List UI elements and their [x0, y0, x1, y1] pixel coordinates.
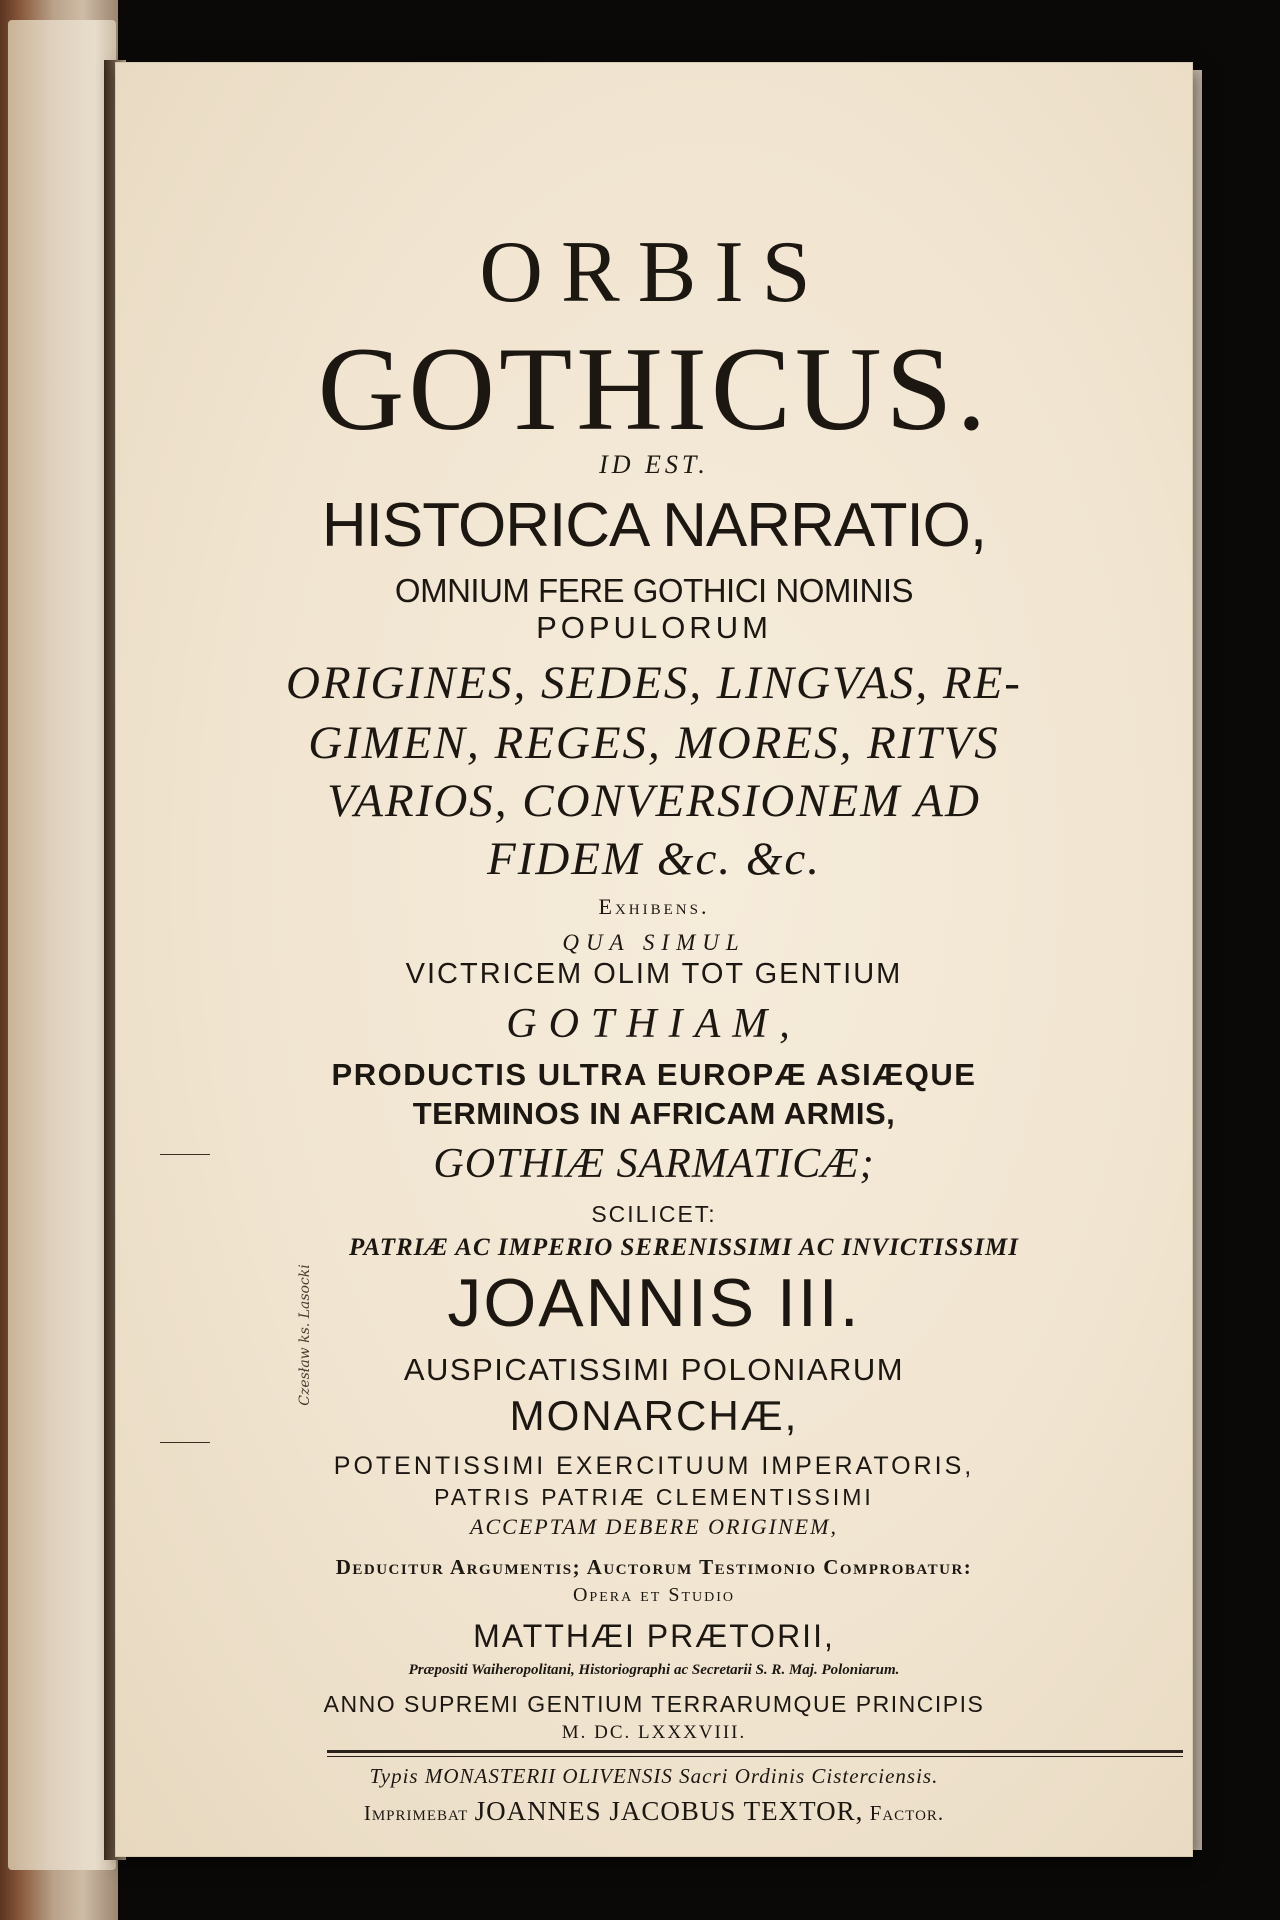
line-historica-narratio: HISTORICA NARRATIO, — [321, 491, 987, 560]
line-author-titles: Præpositi Waiheropolitani, Historiographi ac Secretarii S. R. Maj. Poloniarum. — [408, 1662, 900, 1678]
line-exhibens: Exhibens. — [598, 894, 710, 919]
line-opera-et-studio: Opera et Studio — [572, 1584, 735, 1606]
imprint-rule-thick — [327, 1750, 1183, 1753]
line-id-est: ID EST. — [599, 450, 709, 479]
title-orbis: ORBIS — [479, 224, 829, 321]
title-page — [115, 62, 1193, 1857]
line-typis: Typis MONASTERII OLIVENSIS Sacri Ordinis Cisterciensis. — [369, 1764, 939, 1788]
line-terminos: TERMINOS IN AFRICAM ARMIS, — [412, 1096, 896, 1131]
line-gothiae-sarmaticae: GOTHIÆ SARMATICÆ; — [433, 1141, 875, 1187]
margin-note-text: Czesław ks. Lasocki — [297, 1264, 313, 1406]
line-qua-simul: QUA SIMUL — [562, 930, 746, 955]
line-gimen: GIMEN, REGES, MORES, RITVS — [308, 717, 1000, 769]
line-auspicatissimi: AUSPICATISSIMI POLONIARUM — [403, 1352, 905, 1387]
imprimebat-prefix: Imprimebat — [363, 1801, 469, 1825]
line-varios: VARIOS, CONVERSIONEM AD — [327, 775, 981, 827]
line-year: M. DC. LXXXVIII. — [561, 1722, 747, 1743]
line-acceptam: ACCEPTAM DEBERE ORIGINEM, — [470, 1514, 838, 1539]
line-potentissimi: POTENTISSIMI EXERCITUUM IMPERATORIS, — [333, 1452, 975, 1480]
line-patriae: PATRIÆ AC IMPERIO SERENISSIMI AC INVICTISSIMI — [349, 1234, 1019, 1261]
line-omnium: OMNIUM FERE GOTHICI NOMINIS — [394, 572, 914, 609]
line-author-name: MATTHÆI PRÆTORII, — [473, 1618, 835, 1654]
line-productis: PRODUCTIS ULTRA EUROPÆ ASIÆQUE — [331, 1057, 977, 1092]
title-gothicus: GOTHICUS. — [317, 322, 991, 455]
line-anno: ANNO SUPREMI GENTIUM TERRARUMQUE PRINCIPIS — [323, 1691, 985, 1717]
line-victricem: VICTRICEM OLIM TOT GENTIUM — [405, 958, 903, 990]
imprint-rule-thin — [327, 1756, 1183, 1757]
line-deducitur: Deducitur Argumentis; Auctorum Testimonio Comprobatur: — [335, 1555, 973, 1579]
line-imprimebat — [115, 1796, 1193, 1827]
line-fidem: FIDEM &c. &c. — [486, 833, 821, 885]
margin-pen-line-top — [160, 1154, 210, 1155]
line-joannis-iii: JOANNIS III. — [447, 1265, 861, 1341]
line-origines: ORIGINES, SEDES, LINGVAS, RE- — [286, 657, 1022, 709]
line-gothiam: GOTHIAM, — [506, 1001, 802, 1047]
imprimebat-suffix: Factor. — [869, 1801, 945, 1825]
line-monarchae: MONARCHÆ, — [509, 1392, 799, 1439]
margin-pen-line-bottom — [160, 1442, 210, 1443]
line-populorum: POPULORUM — [536, 610, 772, 645]
handwritten-margin-note — [275, 1252, 325, 1432]
line-patris-patriae: PATRIS PATRIÆ CLEMENTISSIMI — [434, 1484, 874, 1510]
line-scilicet: SCILICET: — [591, 1201, 717, 1227]
printer-name: JOANNES JACOBUS TEXTOR, — [474, 1796, 864, 1826]
facing-leaf — [8, 20, 116, 1870]
